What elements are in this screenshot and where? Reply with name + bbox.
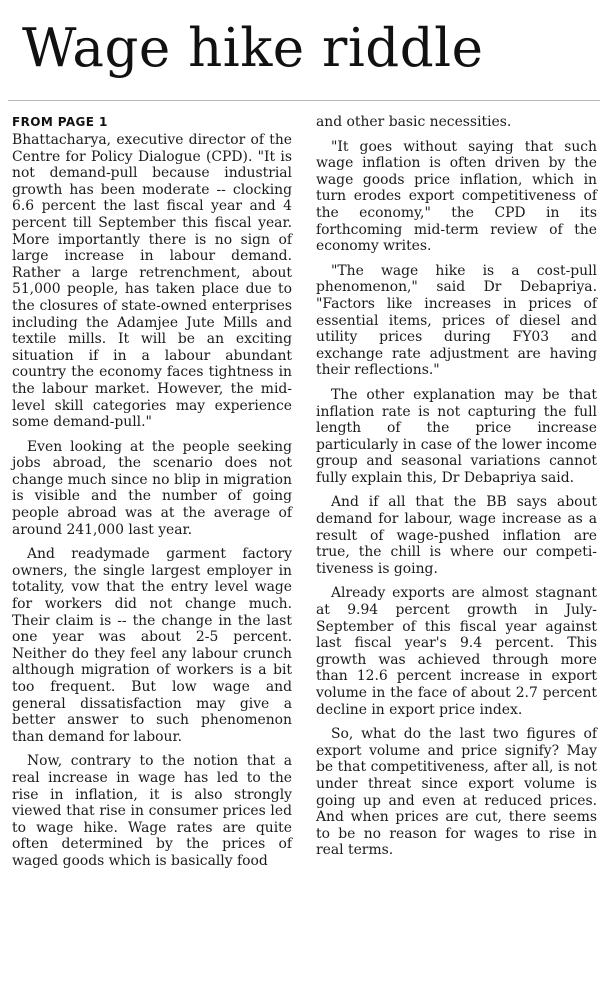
paragraph: Even looking at the people seeking jobs abroad, the scenario does not change much since no blip in migration is visible and the number of going people abroad was at the average of around 241,000 last year. [12, 438, 292, 538]
paragraph: and other basic necessities. [316, 114, 512, 130]
article-column-right [316, 114, 597, 867]
paragraph: So, what do the last two figures of export volume and price signify? May be that competitiveness, after all, is not under threat since export volume is going up and even at reduced prices. And when prices are cut, there seems to be no reason for wages to rise in real terms. [316, 726, 597, 859]
paragraph: And if all that the BB says about demand for labour, wage increase as a result of wage-pushed inflation are true, the chill is where our competitiveness is going. [316, 494, 597, 577]
paragraph: Now, contrary to the notion that a real increase in wage has led to the rise in inflation, it is also strongly viewed that rise in consumer prices led to wage hike. Wage rates are quite often determined by the prices of waged goods which is basically food [12, 753, 292, 869]
continuation-kicker: FROM PAGE 1 [12, 115, 108, 129]
paragraph: The other explanation may be that inflation rate is not capturing the full length of the price increase particularly in case of the lower income group and seasonal variations cannot fully explain this, Dr Debapriya said. [316, 386, 597, 486]
paragraph: And readymade garment factory owners, the single largest employer in totality, vow that the entry level wage for workers did not change much. Their claim is -- the change in the last one year was about 2-5 percent. Neither do they feel any labour crunch although migration of workers is a bit too frequent. But low wage and general dissatisfaction may give a better answer to such phenomenon than demand for labour. [12, 546, 292, 745]
paragraph: "The wage hike is a cost-pull phenomenon," said Dr Debapriya. "Factors like increases in prices of essential items, prices of diesel and utility prices during FY03 and exchange rate adjustment are having their reflections." [316, 262, 597, 379]
paragraph: Bhattacharya, executive director of the Centre for Policy Dialogue (CPD). "It is not demand-pull because industrial growth has been moderate -- clocking 6.6 percent the last fiscal year and 4 percent till September this fiscal year. More importantly there is no sign of large increase in labour demand. Rather a large retrenchment, about 51,000 people, has taken place due to the closures of state-owned enterprises including the Adamjee Jute Mills and textile mills. It will be an exciting situation if in a labour abundant country the economy faces tightness in the labour market. However, the mid-level skill categories may experience some demand-pull." [12, 132, 292, 431]
paragraph: Already exports are almost stagnant at 9.94 percent growth in July-September of this fiscal year against last fiscal year's 9.4 percent. This growth was achieved through more than 12.6 percent increase in export volume in the face of about 2.7 percent decline in export price index. [316, 585, 597, 718]
paragraph: "It goes without saying that such wage inflation is often driven by the wage goods price inflation, which in turn erodes export competitiveness of the economy," the CPD in its forthcoming mid-term review of the economy writes. [316, 138, 597, 255]
article-column-left [12, 114, 292, 878]
headline-rule [8, 100, 600, 101]
headline: Wage hike riddle [22, 18, 484, 79]
